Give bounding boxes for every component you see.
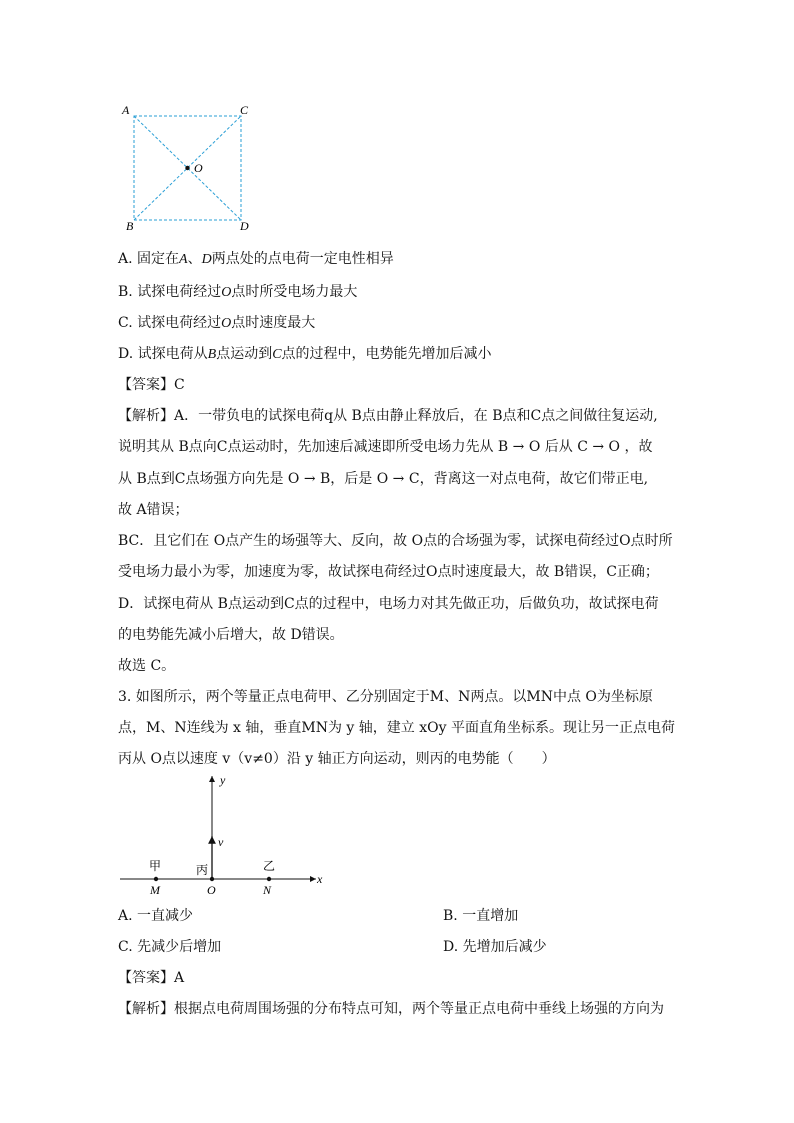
var: C [272, 347, 282, 362]
q2-option-b [118, 281, 357, 301]
label-c: C [240, 103, 249, 117]
q2-analysis-line-5: BC．且它们在 O点产生的场强等大、反向，故 O点的合场强为零，试探电荷经过O点时所 [118, 533, 673, 549]
text: 两点处的点电荷一定电性相异 [211, 251, 394, 267]
label-y: y [220, 773, 226, 787]
text: 点时所受电场力最大 [231, 284, 358, 300]
label-yi: 乙 [263, 859, 276, 873]
q3-option-c: C. 先减少后增加 [118, 939, 222, 955]
var: O [221, 285, 232, 300]
q3-analysis-line-1: 【解析】根据点电荷周围场强的分布特点可知，两个等量正点电荷中垂线上场强的方向为 [118, 1001, 664, 1017]
label-bing: 丙 [196, 863, 209, 877]
text: 点时速度最大 [231, 315, 316, 331]
text: 点的过程中，电势能先增加后减小 [281, 346, 492, 362]
q2-option-a [118, 248, 394, 268]
figure-axes [118, 770, 338, 900]
label-jia: 甲 [149, 859, 162, 873]
point-m [154, 877, 158, 881]
text: C. 试探电荷经过 [118, 315, 222, 331]
var: D [201, 252, 212, 267]
text: A. 固定在 [118, 251, 180, 267]
q2-analysis-line-8: 的电势能先减小后增大，故 D错误。 [118, 627, 344, 643]
q2-analysis-line-9: 故选 C。 [118, 658, 176, 674]
figure-square [118, 100, 258, 235]
point-n [267, 877, 271, 881]
q3-stem-line-1: 3. 如图所示，两个等量正点电荷甲、乙分别固定于M、N两点。以MN中点 O为坐标原 [118, 689, 653, 705]
q3-option-b: B. 一直增加 [443, 908, 519, 924]
point-o [210, 877, 214, 881]
q3-option-d: D. 先增加后减少 [443, 939, 547, 955]
q2-analysis-line-7: D．试探电荷从 B点运动到C点的过程中，电场力对其先做正功，后做负功，故试探电荷 [118, 596, 659, 612]
q2-analysis-line-1: 【解析】A．一带负电的试探电荷q从 B点由静止释放后，在 B点和C点之间做往复运动, [118, 408, 658, 424]
label-a: A [122, 103, 130, 117]
label-d: D [240, 219, 249, 233]
var: B [207, 347, 217, 362]
label-m: M [150, 883, 160, 897]
q2-analysis-line-3: 从 B点到C点场强方向先是 O → B，后是 O → C，背离这一对点电荷，故它们带正电, [118, 471, 649, 487]
center-point-o [185, 166, 189, 170]
q2-analysis-line-4: 故 A错误； [118, 502, 189, 518]
q2-option-c [118, 312, 315, 332]
label-o: O [194, 161, 203, 175]
text: B. 试探电荷经过 [118, 284, 222, 300]
q3-answer: 【答案】A [118, 970, 185, 986]
text: 点运动到 [216, 346, 273, 362]
label-n: N [263, 883, 272, 897]
q2-analysis-line-2: 说明其从 B点向C点运动时，先加速后减速即所受电场力先从 B → O 后从 C → O ，故 [118, 439, 653, 455]
axes-diagram [118, 770, 338, 900]
q3-stem-line-2: 点，M、N连线为 x 轴，垂直MN为 y 轴，建立 xOy 平面直角坐标系。现让另一正点电荷 [118, 720, 675, 736]
q2-option-d [118, 343, 492, 363]
q3-option-a: A. 一直减少 [118, 908, 194, 924]
q3-stem-line-3: 丙从 O点以速度 v（v≠0）沿 y 轴正方向运动，则丙的电势能（ ） [118, 751, 556, 767]
label-o2: O [207, 883, 216, 897]
q2-answer: 【答案】C [118, 377, 185, 393]
label-x: x [317, 872, 323, 886]
var: O [221, 316, 232, 331]
text: 、 [187, 251, 202, 267]
label-b: B [126, 219, 134, 233]
label-v: v [218, 835, 224, 849]
text: D. 试探电荷从 [118, 346, 208, 362]
q2-analysis-line-6: 受电场力最小为零，加速度为零，故试探电荷经过O点时速度最大，故 B错误，C正确； [118, 564, 659, 580]
var: A [179, 252, 188, 267]
square-diagram [118, 100, 258, 235]
